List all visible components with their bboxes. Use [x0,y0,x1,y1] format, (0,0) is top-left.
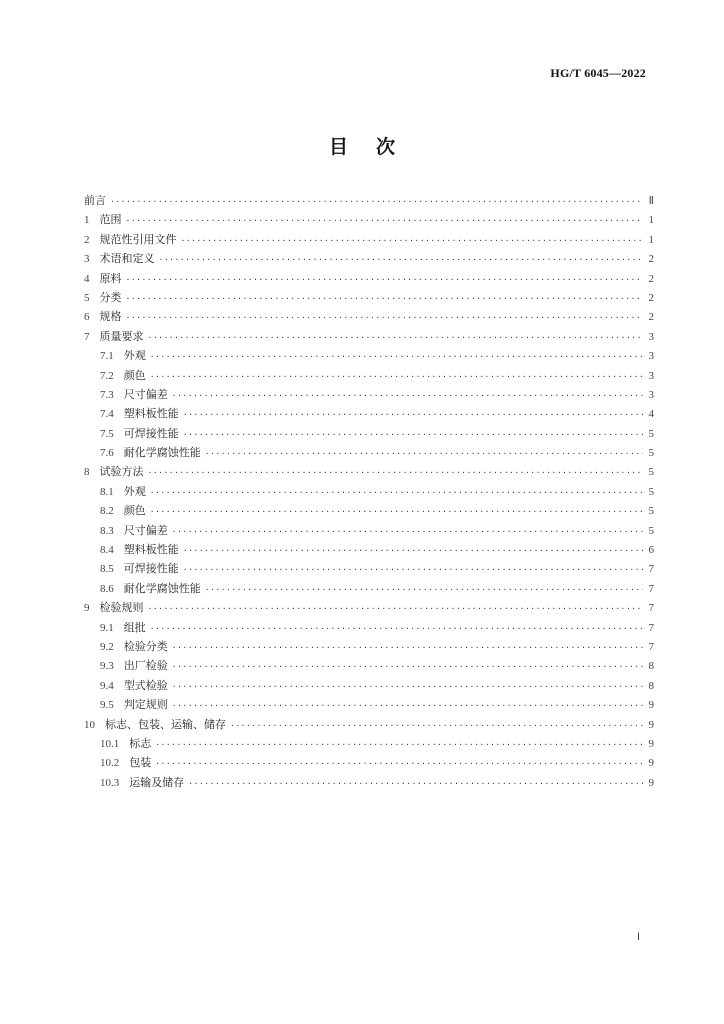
toc-entry-page: 9 [648,718,654,731]
toc-entry-number: 9.3 [100,660,114,673]
toc-entry[interactable] [84,753,654,772]
toc-entry-page: 4 [648,408,654,421]
toc-entry[interactable] [84,249,654,268]
toc-entry[interactable] [84,676,654,695]
toc-entry-title: 质量要求 [99,329,144,343]
toc-entry-label [84,734,151,754]
toc-dot-leader [148,599,644,618]
toc-entry-page: Ⅱ [648,195,654,207]
toc-entry[interactable] [84,773,654,792]
toc-entry-page: 5 [648,524,654,537]
toc-entry[interactable] [84,637,654,656]
toc-dot-leader [183,541,643,560]
toc-entry-title: 检验规则 [99,601,144,615]
toc-entry-label [84,482,146,502]
toc-entry-page: 7 [648,621,654,634]
toc-entry-title: 颜色 [123,504,146,518]
toc-dot-leader [155,754,643,773]
toc-entry-page: 9 [648,737,654,750]
toc-dot-leader [183,425,643,444]
toc-entry-label [84,676,168,696]
toc-entry[interactable] [84,443,654,462]
toc-entry-label [84,695,168,715]
toc-entry[interactable] [84,424,654,443]
toc-dot-leader [183,405,643,424]
toc-entry[interactable] [84,540,654,559]
toc-entry-label [84,288,122,308]
toc-entry[interactable] [84,327,654,346]
toc-entry-number: 7.3 [100,388,114,401]
toc-entry-label [84,773,184,793]
toc-dot-leader [150,483,643,502]
toc-entry-title: 组批 [123,620,146,634]
toc-entry[interactable] [84,230,654,249]
toc-entry-label [84,191,106,210]
toc-entry-label [84,424,179,444]
table-of-contents [84,191,654,792]
toc-entry[interactable] [84,715,654,734]
toc-entry-page: 7 [648,640,654,653]
toc-entry-label [84,210,122,230]
toc-entry-label [84,230,177,250]
toc-entry-label [84,307,122,327]
toc-entry-label [84,715,226,735]
toc-entry-title: 可焊接性能 [123,426,179,440]
toc-entry-title: 外观 [123,484,146,498]
toc-dot-leader [126,211,644,230]
toc-entry-page: 7 [648,602,654,615]
toc-entry-page: 2 [648,272,654,285]
toc-entry[interactable] [84,346,654,365]
toc-title: 目次 [328,136,423,158]
toc-entry-title: 塑料板性能 [123,407,179,421]
toc-entry-page: 9 [648,699,654,712]
toc-dot-leader [126,308,644,327]
toc-dot-leader [126,270,644,289]
toc-entry-title: 原料 [99,271,122,285]
toc-entry-title: 耐化学腐蚀性能 [123,581,201,595]
toc-entry-title: 塑料板性能 [123,543,179,557]
toc-entry-title: 外观 [123,349,146,363]
toc-entry-number: 7.4 [100,408,114,421]
toc-entry-label [84,521,168,541]
toc-entry-page: 2 [648,253,654,266]
toc-entry-title: 包装 [129,756,152,770]
toc-entry-page: 2 [648,311,654,324]
toc-dot-leader [172,696,643,715]
toc-entry-title: 判定规则 [123,698,168,712]
toc-entry-label [84,540,179,560]
toc-entry-number: 7.2 [100,369,114,382]
toc-dot-leader [181,231,644,250]
toc-entry-page: 1 [648,214,654,227]
toc-entry-number: 1 [84,214,90,227]
toc-entry-label [84,385,168,405]
toc-entry-page: 3 [648,388,654,401]
toc-entry-page: 5 [648,485,654,498]
toc-entry-number: 10.3 [100,776,120,789]
toc-entry-label [84,656,168,676]
toc-entry-label [84,327,144,347]
toc-entry-number: 2 [84,233,90,246]
toc-entry[interactable] [84,501,654,520]
toc-entry[interactable] [84,618,654,637]
toc-entry-number: 9 [84,602,90,615]
toc-entry-number: 8.3 [100,524,114,537]
toc-entry-number: 8.2 [100,505,114,518]
toc-entry-title: 颜色 [123,368,146,382]
toc-entry[interactable] [84,191,654,210]
toc-entry-page: 7 [648,563,654,576]
toc-entry[interactable] [84,734,654,753]
toc-entry[interactable] [84,385,654,404]
toc-entry-label [84,269,122,289]
toc-entry-number: 7 [84,330,90,343]
toc-dot-leader [183,560,643,579]
toc-entry[interactable] [84,579,654,598]
toc-entry[interactable] [84,288,654,307]
toc-dot-leader [150,502,643,521]
toc-entry-page: 8 [648,660,654,673]
toc-dot-leader [150,619,643,638]
toc-entry-title: 规格 [99,310,122,324]
toc-entry-number: 10 [84,718,95,731]
toc-entry-title: 规范性引用文件 [99,232,177,246]
toc-entry-number: 4 [84,272,90,285]
toc-entry-number: 8.6 [100,582,114,595]
toc-dot-leader [172,386,643,405]
toc-dot-leader [172,638,643,657]
toc-dot-leader [205,444,643,463]
toc-entry-label [84,404,179,424]
toc-entry[interactable] [84,482,654,501]
toc-entry[interactable] [84,210,654,229]
toc-entry[interactable] [84,598,654,617]
toc-dot-leader [205,580,643,599]
toc-entry-label [84,637,168,657]
toc-entry-page: 5 [648,447,654,460]
toc-entry[interactable] [84,462,654,481]
toc-entry-label [84,462,144,482]
toc-entry-page: 2 [648,291,654,304]
toc-entry-label [84,753,151,773]
toc-entry[interactable] [84,269,654,288]
toc-entry-number: 9.1 [100,621,114,634]
toc-entry-number: 8.5 [100,563,114,576]
toc-dot-leader [126,289,644,308]
toc-entry-page: 3 [648,369,654,382]
toc-dot-leader [110,192,643,211]
toc-entry-label [84,559,179,579]
toc-entry-page: 1 [648,233,654,246]
toc-entry-number: 8 [84,466,90,479]
toc-entry-page: 5 [648,505,654,518]
toc-entry-page: 5 [648,427,654,440]
toc-entry-label [84,579,201,599]
toc-entry-title: 范围 [99,213,122,227]
toc-entry-page: 3 [648,350,654,363]
toc-dot-leader [172,522,643,541]
toc-entry-number: 7.1 [100,350,114,363]
toc-entry-number: 7.5 [100,427,114,440]
toc-entry-number: 6 [84,311,90,324]
toc-entry-page: 9 [648,776,654,789]
toc-entry-title: 前言 [84,194,106,207]
toc-entry-number: 8.4 [100,544,114,557]
toc-entry[interactable] [84,307,654,326]
toc-dot-leader [172,657,643,676]
toc-entry-title: 试验方法 [99,465,144,479]
toc-entry-number: 10.2 [100,757,120,770]
toc-dot-leader [150,347,643,366]
toc-entry-page: 7 [648,582,654,595]
document-code: HG/T 6045—2022 [550,66,646,80]
toc-dot-leader [230,716,643,735]
toc-entry-title: 检验分类 [123,639,168,653]
toc-entry-number: 7.6 [100,447,114,460]
toc-dot-leader [148,328,644,347]
toc-entry[interactable] [84,521,654,540]
toc-entry-label [84,598,144,618]
toc-entry-title: 尺寸偏差 [123,387,168,401]
toc-entry-title: 可焊接性能 [123,562,179,576]
toc-dot-leader [172,677,643,696]
toc-entry-title: 分类 [99,290,122,304]
toc-entry[interactable] [84,404,654,423]
toc-entry-number: 9.5 [100,699,114,712]
toc-entry-label [84,366,146,386]
toc-entry-label [84,501,146,521]
toc-dot-leader [188,774,643,793]
toc-entry-page: 5 [648,466,654,479]
toc-dot-leader [148,463,644,482]
toc-dot-leader [150,367,643,386]
toc-entry-number: 5 [84,291,90,304]
toc-entry-page: 9 [648,757,654,770]
toc-entry-title: 尺寸偏差 [123,523,168,537]
toc-dot-leader [155,735,643,754]
toc-entry-page: 6 [648,544,654,557]
toc-entry-title: 标志 [129,736,152,750]
toc-entry-title: 出厂检验 [123,659,168,673]
toc-entry[interactable] [84,656,654,675]
toc-dot-leader [159,250,644,269]
toc-entry-label [84,618,146,638]
toc-entry-title: 耐化学腐蚀性能 [123,446,201,460]
toc-entry-number: 9.4 [100,679,114,692]
page-number: Ⅰ [637,932,640,943]
toc-entry-page: 8 [648,679,654,692]
toc-entry-number: 10.1 [100,737,120,750]
toc-entry-title: 型式检验 [123,678,168,692]
toc-entry-title: 术语和定义 [99,252,155,266]
toc-entry[interactable] [84,695,654,714]
toc-entry-label [84,249,155,269]
toc-entry-label [84,443,201,463]
toc-entry-number: 9.2 [100,640,114,653]
toc-entry[interactable] [84,366,654,385]
toc-entry-number: 3 [84,253,90,266]
toc-entry-page: 3 [648,330,654,343]
toc-entry[interactable] [84,559,654,578]
toc-entry-number: 8.1 [100,485,114,498]
toc-entry-title: 标志、包装、运输、储存 [105,717,226,731]
toc-entry-title: 运输及储存 [129,775,185,789]
toc-entry-label [84,346,146,366]
